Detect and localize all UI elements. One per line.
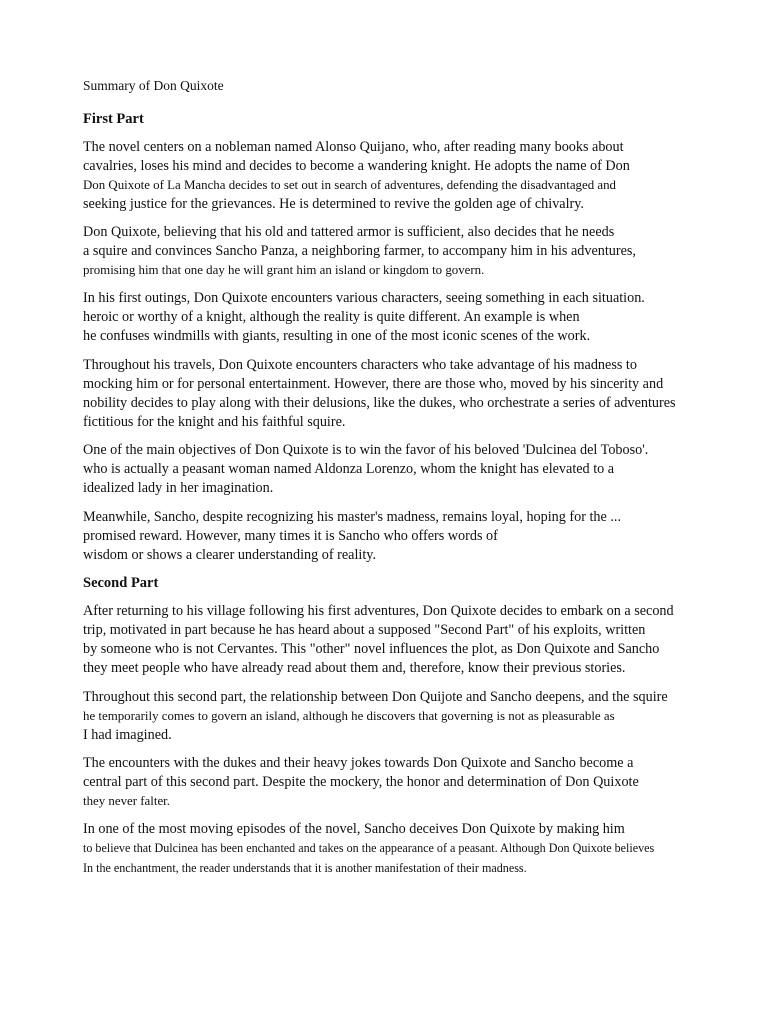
text-line: they never falter. — [83, 794, 170, 809]
text-line: they meet people who have already read about them and, therefore, know their previous stories. — [83, 660, 626, 677]
paragraph — [83, 508, 743, 565]
paragraph — [83, 138, 743, 214]
paragraph — [83, 602, 743, 678]
paragraph — [83, 356, 743, 432]
text-line: mocking him or for personal entertainment. However, there are those who, moved by his sincerity and — [83, 376, 664, 393]
text-line: In the enchantment, the reader understands that it is another manifestation of their madness. — [83, 860, 527, 875]
paragraph — [83, 223, 743, 280]
text-line: to believe that Dulcinea has been enchanted and takes on the appearance of a peasant. Although Don Quixote believes — [83, 841, 655, 856]
text-line: In his first outings, Don Quixote encounters various characters, seeing something in each situation. — [83, 290, 645, 306]
text-line: The novel centers on a nobleman named Alonso Quijano, who, after reading many books about — [83, 139, 624, 155]
text-line: In one of the most moving episodes of the novel, Sancho deceives Don Quixote by making him — [83, 821, 625, 837]
paragraph — [83, 289, 743, 346]
text-line: Throughout his travels, Don Quixote encounters characters who take advantage of his madness to — [83, 357, 637, 373]
text-line: trip, motivated in part because he has heard about a supposed "Second Part" of his exploits, written — [83, 622, 646, 639]
text-line: fictitious for the knight and his faithful squire. — [83, 414, 346, 431]
text-line: Don Quixote, believing that his old and tattered armor is sufficient, also decides that he needs — [83, 224, 615, 240]
text-line: promised reward. However, many times it is Sancho who offers words of — [83, 528, 498, 545]
section-heading-first-part: First Part — [83, 111, 144, 127]
text-line: he confuses windmills with giants, resulting in one of the most iconic scenes of the work. — [83, 328, 591, 345]
text-line: Meanwhile, Sancho, despite recognizing his master's madness, remains loyal, hoping for the ... — [83, 509, 622, 525]
text-line: idealized lady in her imagination. — [83, 480, 274, 497]
text-line: a squire and convinces Sancho Panza, a neighboring farmer, to accompany him in his adventures, — [83, 243, 636, 260]
text-line: central part of this second part. Despite the mockery, the honor and determination of Don Quixote — [83, 774, 639, 791]
text-line: who is actually a peasant woman named Aldonza Lorenzo, whom the knight has elevated to a — [83, 461, 615, 478]
document-title: Summary of Don Quixote — [83, 78, 224, 93]
text-line: seeking justice for the grievances. He is determined to revive the golden age of chivalry. — [83, 196, 584, 213]
text-line: Throughout this second part, the relationship between Don Quijote and Sancho deepens, and the squire — [83, 689, 668, 705]
text-line: by someone who is not Cervantes. This "other" novel influences the plot, as Don Quixote and Sancho — [83, 641, 660, 658]
text-line: After returning to his village following his first adventures, Don Quixote decides to embark on a second — [83, 603, 674, 619]
text-line: heroic or worthy of a knight, although the reality is quite different. An example is when — [83, 309, 580, 326]
paragraph — [83, 688, 743, 745]
text-line: I had imagined. — [83, 727, 172, 744]
paragraph — [83, 820, 743, 878]
paragraph — [83, 754, 743, 811]
text-line: The encounters with the dukes and their heavy jokes towards Don Quixote and Sancho become a — [83, 755, 634, 771]
text-line: he temporarily comes to govern an island, although he discovers that governing is not as pleasurable as — [83, 709, 615, 724]
text-line: wisdom or shows a clearer understanding of reality. — [83, 547, 376, 564]
text-line: cavalries, loses his mind and decides to become a wandering knight. He adopts the name of Don — [83, 158, 630, 175]
text-line: promising him that one day he will grant him an island or kingdom to govern. — [83, 263, 485, 278]
text-line: One of the main objectives of Don Quixote is to win the favor of his beloved 'Dulcinea del Toboso'. — [83, 442, 649, 458]
text-line: Don Quixote of La Mancha decides to set out in search of adventures, defending the disadvantaged and — [83, 178, 616, 193]
paragraph — [83, 441, 743, 498]
section-heading-second-part: Second Part — [83, 575, 159, 591]
text-line: nobility decides to play along with their delusions, like the dukes, who orchestrate a series of adventures — [83, 395, 676, 412]
